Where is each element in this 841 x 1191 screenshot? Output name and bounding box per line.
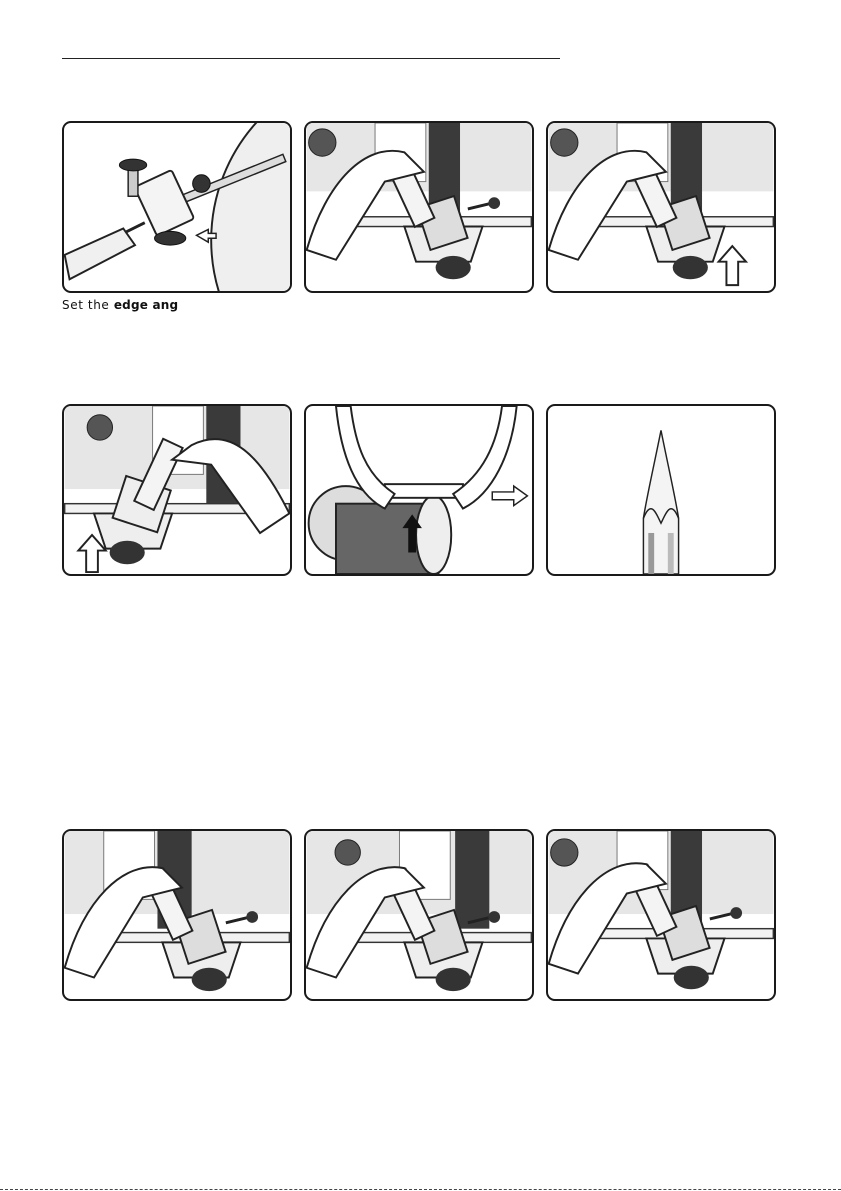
- illustration-panel-place-tool: [304, 121, 534, 293]
- illustration-panel-adjust: [62, 121, 292, 293]
- header-rule: [62, 58, 560, 59]
- illustration-panel-grinding: [304, 404, 534, 576]
- illustration-panel-position-a: [62, 829, 292, 1001]
- illustration-panel-position-c: [546, 829, 776, 1001]
- illustration-panel-edge-profile: [546, 404, 776, 576]
- page-cut-line: [0, 1189, 841, 1190]
- caption-bold-term: edge ang: [113, 298, 179, 312]
- caption-text: Set the: [62, 298, 114, 312]
- illustration-panel-lift-jig: [546, 121, 776, 293]
- illustration-panel-insert-tool: [62, 404, 292, 576]
- illustration-panel-position-b: [304, 829, 534, 1001]
- step-caption: [62, 298, 178, 312]
